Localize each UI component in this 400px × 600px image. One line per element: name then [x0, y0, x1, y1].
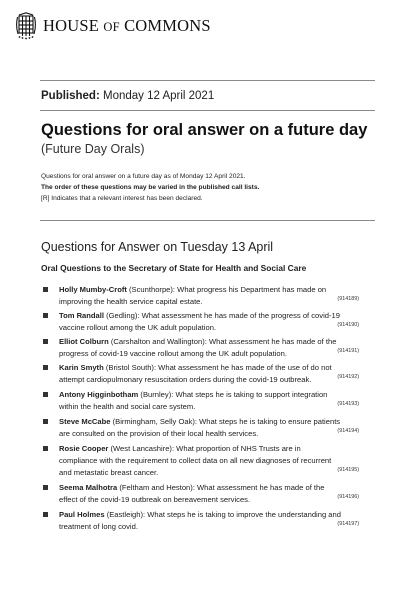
- document-title: Questions for oral answer on a future day: [41, 121, 368, 139]
- section-heading: Questions for Answer on Tuesday 13 April: [41, 240, 274, 254]
- question-text: [59, 310, 341, 334]
- question-ref: (914189): [337, 296, 359, 302]
- question-mp: Steve McCabe: [59, 417, 111, 426]
- question-body: (Gedling): What assessment he has made of the progress of covid-19 vaccine rollout among the UK adult population.: [59, 311, 340, 332]
- square-bullet-icon: [43, 392, 48, 397]
- portcullis-crest-icon: [16, 12, 36, 40]
- question-ref: (914195): [337, 467, 359, 473]
- question-body: (Eastleigh): What steps he is taking to improve the understanding and treatment of long covid.: [59, 510, 341, 531]
- question-body: (Scunthorpe): What progress his Department has made on improving the health service capital estate.: [59, 285, 327, 306]
- question-ref: (914191): [337, 348, 359, 354]
- note-line-2: The order of these questions may be varied in the published call lists.: [41, 184, 260, 191]
- question-body: (Carshalton and Wallington): What assessment he has made of the progress of covid-19 vaccine rollout among the UK adult population.: [59, 337, 337, 358]
- notes-divider: [40, 220, 375, 221]
- question-mp: Holly Mumby-Croft: [59, 285, 127, 294]
- question-body: (Burnley): What steps he is taking to support integration within the health and social care system.: [59, 390, 328, 411]
- question-ref: (914190): [337, 322, 359, 328]
- square-bullet-icon: [43, 313, 48, 318]
- question-item: [41, 362, 359, 386]
- published-line: [41, 90, 214, 102]
- question-text: [59, 284, 341, 308]
- question-text: [59, 482, 341, 506]
- square-bullet-icon: [43, 339, 48, 344]
- published-divider: [40, 110, 375, 111]
- question-body: (Feltham and Heston): What assessment he has made of the effect of the covid-19 outbreak on bereavement services.: [59, 483, 325, 504]
- note-line-3: [R] Indicates that a relevant interest has been declared.: [41, 195, 203, 202]
- question-body: (West Lancashire): What proportion of NHS Trusts are in compliance with the requirement to collect data on all new diagnoses of recurrent and metastatic breast cancer.: [59, 444, 332, 477]
- top-divider: [40, 80, 375, 81]
- square-bullet-icon: [43, 419, 48, 424]
- question-mp: Antony Higginbotham: [59, 390, 139, 399]
- question-text: [59, 509, 341, 533]
- question-mp: Tom Randall: [59, 311, 105, 320]
- question-ref: (914196): [337, 494, 359, 500]
- question-item: [41, 389, 359, 413]
- question-mp: Seema Malhotra: [59, 483, 118, 492]
- question-item: [41, 336, 359, 360]
- question-mp: Elliot Colburn: [59, 337, 109, 346]
- question-ref: (914193): [337, 401, 359, 407]
- published-date: Monday 12 April 2021: [102, 90, 215, 102]
- question-item: [41, 310, 359, 334]
- house-of-commons-wordmark: [43, 16, 211, 36]
- square-bullet-icon: [43, 485, 48, 490]
- square-bullet-icon: [43, 287, 48, 292]
- square-bullet-icon: [43, 512, 48, 517]
- question-ref: (914194): [337, 428, 359, 434]
- wordmark-of: OF: [103, 20, 120, 34]
- question-mp: Rosie Cooper: [59, 444, 109, 453]
- question-item: [41, 284, 359, 308]
- question-mp: Paul Holmes: [59, 510, 105, 519]
- question-text: [59, 336, 341, 360]
- question-body: (Birmingham, Selly Oak): What steps he is taking to ensure patients are consulted on the provision of their local health services.: [59, 417, 341, 438]
- question-item: [41, 443, 359, 479]
- square-bullet-icon: [43, 446, 48, 451]
- wordmark-house: HOUSE: [43, 16, 100, 35]
- published-label: Published:: [41, 90, 100, 102]
- note-line-1: Questions for oral answer on a future day as of Monday 12 April 2021.: [41, 173, 246, 180]
- document-subtitle: (Future Day Orals): [41, 142, 145, 156]
- question-ref: (914197): [337, 521, 359, 527]
- question-item: [41, 416, 359, 440]
- square-bullet-icon: [43, 365, 48, 370]
- question-text: [59, 443, 341, 479]
- question-body: (Bristol South): What assessment he has made of the use of do not attempt cardiopulmonary resuscitation orders during the covid-19 outbreak.: [59, 363, 332, 384]
- question-text: [59, 389, 341, 413]
- question-item: [41, 509, 359, 533]
- subsection-heading: Oral Questions to the Secretary of State for Health and Social Care: [41, 263, 307, 273]
- question-mp: Karin Smyth: [59, 363, 104, 372]
- question-text: [59, 416, 341, 440]
- wordmark-commons: COMMONS: [124, 16, 211, 35]
- question-item: [41, 482, 359, 506]
- question-ref: (914192): [337, 374, 359, 380]
- question-text: [59, 362, 341, 386]
- house-of-commons-header: [16, 12, 211, 40]
